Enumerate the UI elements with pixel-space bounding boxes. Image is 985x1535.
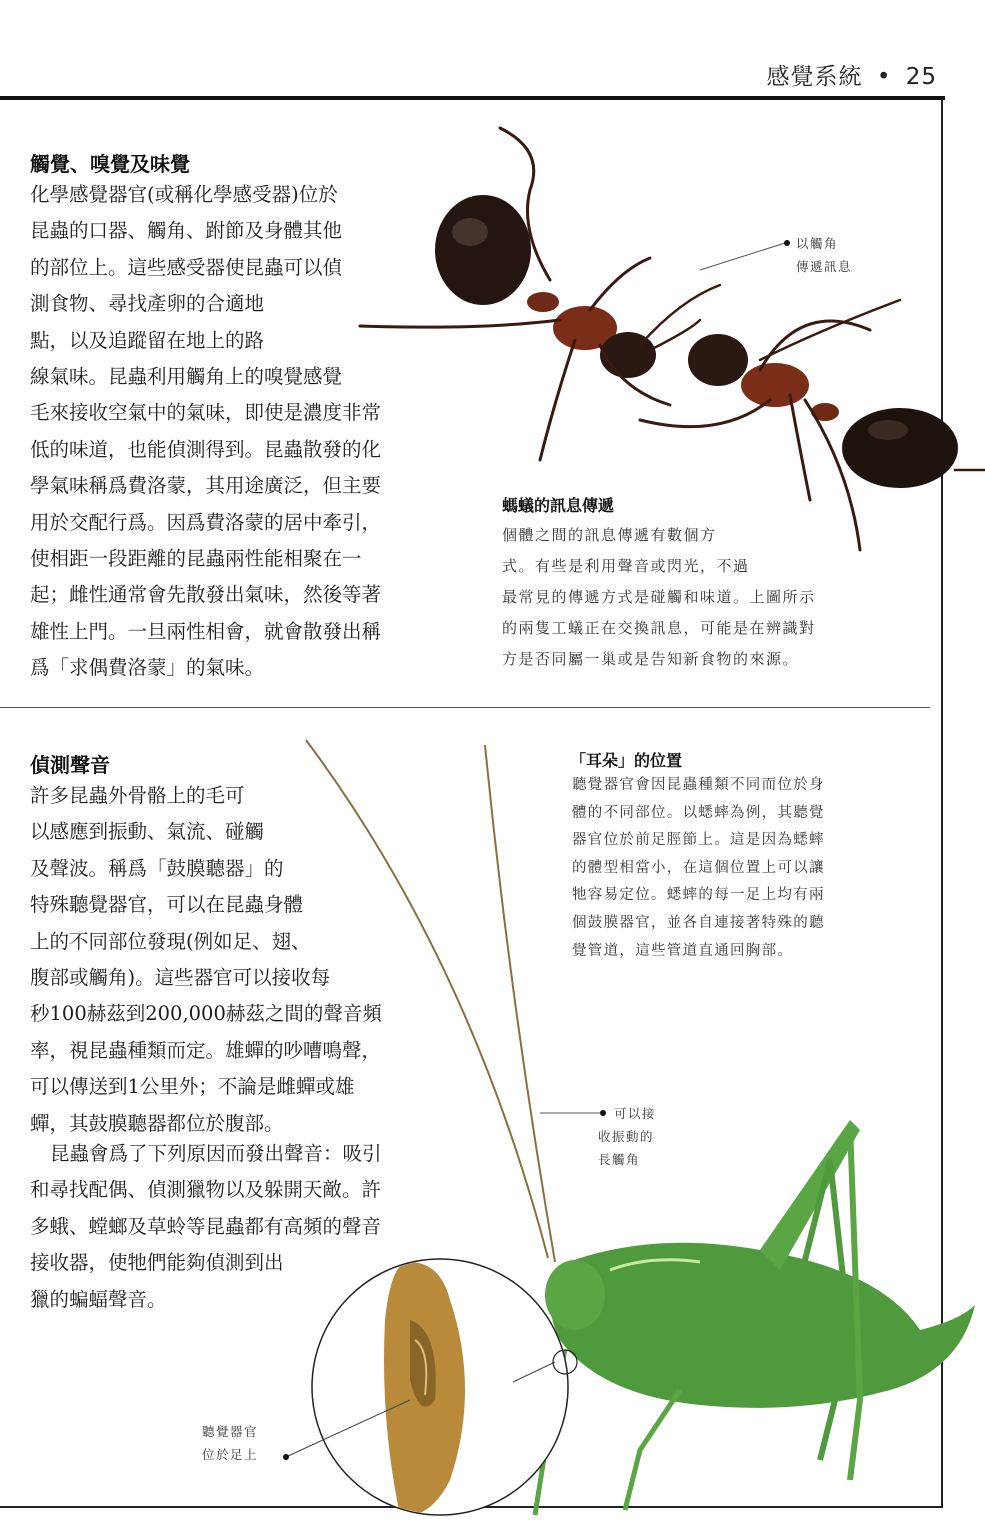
body-line: 和尋找配偶、偵測獵物以及躲開天敵。許	[30, 1178, 382, 1202]
body-line: 及聲波。稱爲「鼓膜聽器」的	[30, 856, 284, 880]
ant-right-head	[688, 334, 748, 386]
ant-left-illustration	[360, 128, 720, 460]
ant-right-thorax	[741, 363, 809, 407]
ant-caption-heading: 螞蟻的訊息傳遞	[502, 496, 615, 515]
section2-heading: 偵測聲音	[30, 753, 110, 777]
section-title: 感覺系統	[766, 64, 863, 90]
caption-line: 的體型相當小，在這個位置上可以讓	[572, 859, 825, 876]
body-line: 雄性上門。一旦兩性相會，就會散發出稱	[30, 619, 382, 643]
section2-body	[30, 778, 382, 1142]
antenna-label-line: 收振動的	[598, 1129, 655, 1144]
caption-line: 體的不同部位。以蟋蟀為例，其聽覺	[572, 804, 825, 821]
hearing-label-line: 聽覺器官	[202, 1424, 259, 1439]
page-number: 25	[905, 64, 937, 90]
body-line: 爲「求偶費洛蒙」的氣味。	[30, 656, 265, 680]
body-line: 起；雌性通常會先散發出氣味，然後等著	[30, 583, 382, 607]
ear-caption-body	[572, 772, 825, 965]
body-line: 用於交配行爲。因爲費洛蒙的居中牽引，	[30, 510, 382, 534]
caption-line: 器官位於前足脛節上。這是因為蟋蟀	[572, 832, 825, 849]
body-line: 可以傳送到1公里外；不論是雌蟬或雄	[30, 1075, 355, 1099]
cricket-head	[545, 1260, 605, 1330]
body-line: 蟬，其鼓膜聽器都位於腹部。	[30, 1111, 284, 1135]
caption-line: 個體之間的訊息傳遞有數個方	[502, 526, 717, 544]
caption-line: 的兩隻工蟻正在交換訊息，可能是在辨識對	[502, 619, 816, 637]
header-bullet: •	[876, 64, 892, 90]
body-line: 低的味道，也能偵測得到。昆蟲散發的化	[30, 437, 382, 461]
section1-body	[30, 177, 381, 687]
body-line: 點，以及追蹤留在地上的路	[30, 328, 265, 352]
ant-caption-body	[502, 520, 816, 675]
cricket-mid-leg	[625, 1390, 680, 1510]
body-line: 使相距一段距離的昆蟲兩性能相聚在一	[30, 547, 362, 571]
body-line: 接收器，使牠們能夠偵測到出	[30, 1251, 284, 1275]
antenna-label-line: 長觸角	[598, 1152, 641, 1167]
caption-line: 個鼓膜器官，並各自連接著特殊的聽	[572, 914, 825, 931]
body-line: 以感應到振動、氣流、碰觸	[30, 820, 265, 844]
body-line: 特殊聽覺器官，可以在昆蟲身體	[30, 893, 304, 917]
body-line: 毛來接收空氣中的氣味，即使是濃度非常	[30, 401, 382, 425]
ant-right-illustration	[640, 300, 985, 550]
hearing-label-dot	[283, 1454, 289, 1460]
section2-body-para2	[30, 1136, 382, 1318]
ear-caption-heading: 「耳朵」的位置	[570, 751, 683, 770]
caption-line: 覺管道，這些管道直通回胸部。	[572, 942, 794, 959]
body-line: 測食物、尋找產卵的合適地	[30, 292, 265, 316]
hearing-label	[202, 1420, 258, 1466]
antenna-label	[598, 1102, 656, 1171]
ant-label-dot	[784, 240, 790, 246]
body-line: 化學感覺器官(或稱化學感受器)位於	[30, 183, 338, 206]
body-line: 學氣味稱爲費洛蒙，其用途廣泛，但主要	[30, 474, 382, 498]
ant-left-gaster	[435, 195, 531, 305]
body-line: 線氣味。昆蟲利用觸角上的嗅覺感覺	[30, 365, 343, 389]
ant-left-head	[600, 332, 656, 378]
body-line: 的部位上。這些感受器使昆蟲可以偵	[30, 255, 343, 279]
caption-line: 方是否同屬一巢或是告知新食物的來源。	[502, 650, 800, 668]
body-line: 昆蟲的口器、觸角、跗節及身體其他	[30, 219, 343, 243]
ant-label	[796, 232, 852, 278]
body-line: 多蛾、螳螂及草蛉等昆蟲都有高頻的聲音	[30, 1214, 382, 1238]
ant-label-line: 以觸角	[796, 236, 839, 251]
ant-label-line: 傳遞訊息	[796, 259, 853, 274]
hearing-label-line: 位於足上	[202, 1447, 259, 1462]
caption-line: 牠容易定位。蟋蟀的每一足上均有兩	[572, 887, 825, 904]
caption-line: 最常見的傳遞方式是碰觸和味道。上圖所示	[502, 588, 816, 606]
body-line: 昆蟲會爲了下列原因而發出聲音：吸引	[50, 1142, 382, 1165]
section1-heading: 觸覺、嗅覺及味覺	[30, 152, 190, 176]
antenna-label-line: 可以接	[614, 1106, 657, 1121]
ant-right-gaster	[842, 408, 958, 488]
ant-label-leader	[700, 243, 785, 270]
body-line: 獵的蝙蝠聲音。	[30, 1287, 167, 1311]
caption-line: 式。有些是利用聲音或閃光，不過	[502, 557, 750, 575]
body-line: 率，視昆蟲種類而定。雄蟬的吵嘈鳴聲，	[30, 1038, 382, 1062]
caption-line: 聽覺器官會因昆蟲種類不同而位於身	[572, 777, 825, 793]
body-line: 許多昆蟲外骨骼上的毛可	[30, 784, 245, 807]
body-line: 秒100赫茲到200,000赫茲之間的聲音頻	[30, 1002, 382, 1026]
body-line: 上的不同部位發現(例如足、翅、	[30, 929, 311, 953]
cricket-antenna-2	[485, 745, 555, 1262]
body-line: 腹部或觸角)。這些器官可以接收每	[30, 966, 331, 990]
